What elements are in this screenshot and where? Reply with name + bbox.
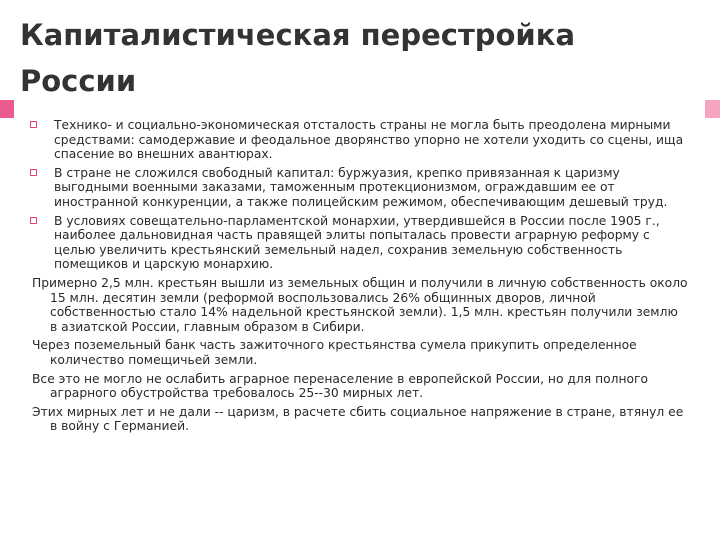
square-bullet-icon [30,169,37,176]
slide-title: Капиталистическая перестройка России [20,18,576,98]
square-bullet-icon [30,121,37,128]
accent-bar [0,100,720,118]
slide-content [28,118,688,438]
bullet-text: Технико- и социально-экономическая отсталость страны не могла быть преодолена мирными средствами: самодержавие и феодальное дворянство упорно не хотели уходить со сцены, ища спасение во внешних авантюрах. [54,118,684,162]
bullet-item [28,214,688,272]
square-bullet-icon [30,217,37,224]
paragraph: Примерно 2,5 млн. крестьян вышли из земельных общин и получили в личную собственность около 15 млн. десятин земли (реформой воспользовались 26% общинных дворов, личной собственностью стало 14% надельной крестьянской земли). 1,5 млн. крестьян получили землю в азиатской России, главным образом в Сибири. [32,275,688,334]
paragraph: Через поземельный банк часть зажиточного крестьянства сумела прикупить определенное количество помещичьей земли. [32,338,637,367]
bullet-text: В условиях совещательно-парламентской монархии, утвердившейся в России после 1905 г., наиболее дальновидная часть правящей элиты попыталась провести аграрную реформу с целью увеличить крестьянский земельный надел, сохранив земельную собственность помещиков и царскую монархию. [54,213,660,272]
accent-bar-middle [14,100,705,118]
bullet-text: В стране не сложился свободный капитал: буржуазия, крепко привязанная к царизму выгодными военными заказами, таможенным протекционизмом, ограждавшим ее от иностранной конкуренции, а также полицейским режимом, обеспечивающим дешевый труд. [54,165,668,209]
bullet-item [28,166,688,210]
accent-bar-left [0,100,14,118]
accent-bar-right [705,100,720,118]
paragraph: Все это не могло не ослабить аграрное перенаселение в европейской России, но для полного аграрного обустройства требовалось 25--30 мирных лет. [32,371,649,401]
paragraph: Этих мирных лет и не дали -- царизм, в расчете сбить социальное напряжение в стране, втянул ее в войну с Германией. [32,404,684,434]
bullet-item [28,118,688,162]
